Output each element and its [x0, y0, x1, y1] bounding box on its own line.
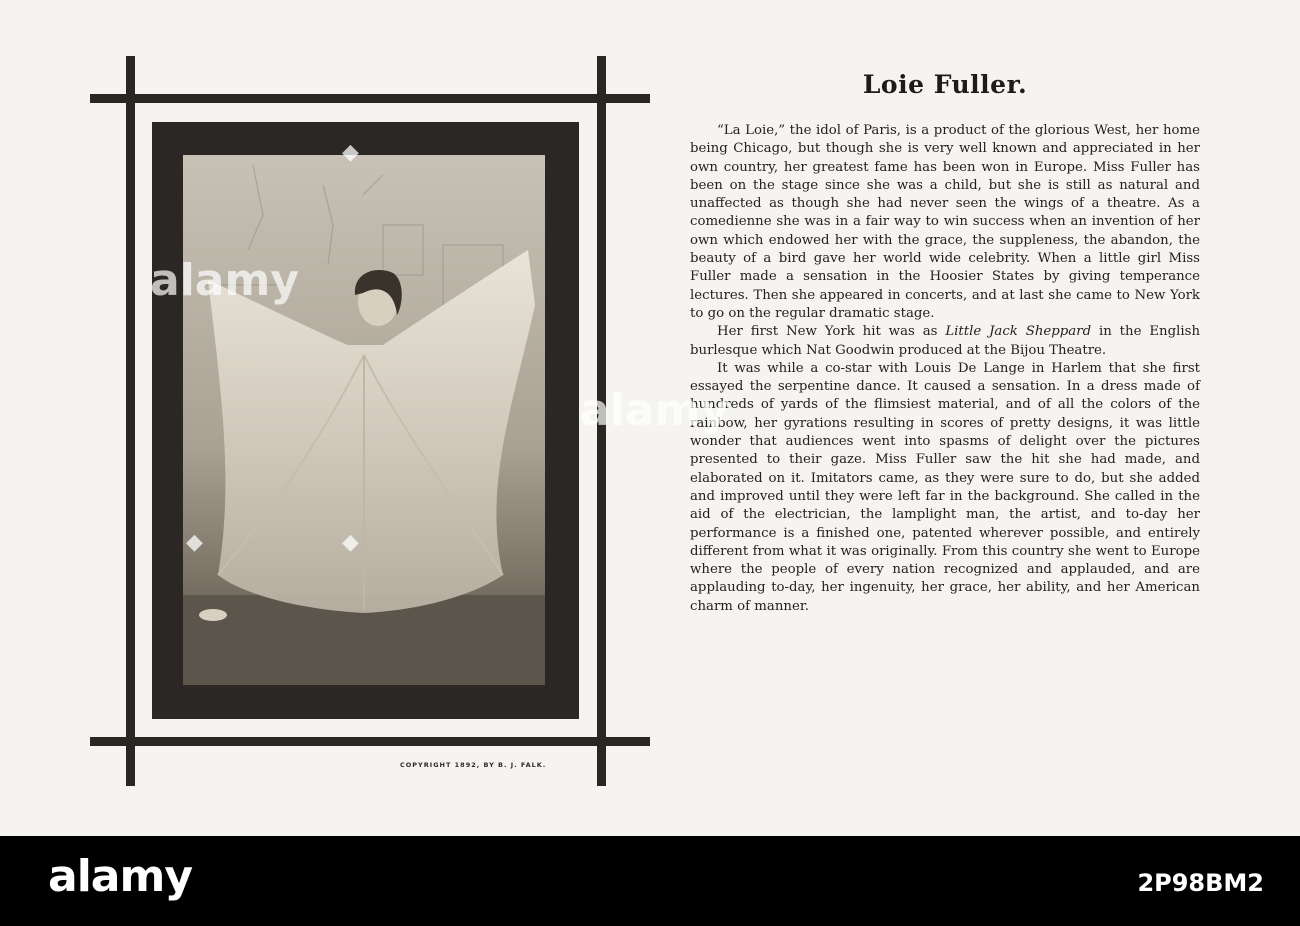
paragraph-2-text-start: Her first New York hit was as	[717, 324, 946, 340]
paragraph-3-text: It was while a co-star with Louis De Lange in Harlem that she first essayed the serpentine dance. It caused a sensation. In a dress made of hundreds of yards of the flimsiest material, and of all the colors of the rainbow, her gyrations resulting in scores of pretty designs, it was little wonder that audiences went into spasms of delight over the pictures presented to their gaze. Miss Fuller saw the hit she had made, and elaborated on it. Imitators came, as they were sure to do, but she added and improved until they were left far in the background. She called in the aid of the electrician, the lamplight man, the artist, and to-day her performance is a finished one, patented wherever possible, and entirely different from what it was originally. From this country she went to Europe where the people of every nation recognized and applauded, and are applauding to-day, her ingenuity, her grace, her ability, and her American charm of manner.	[690, 360, 1200, 614]
stock-image-id: 2P98BM2	[1137, 869, 1264, 897]
paragraph-2-text-end: in the English burlesque which Nat Goodwin produced at the Bijou Theatre.	[690, 324, 1201, 358]
stock-footer-bar	[0, 836, 1300, 926]
watermark-center: alamy	[580, 385, 729, 436]
photo-copyright-credit: COPYRIGHT 1892, BY B. J. FALK.	[400, 761, 547, 769]
alamy-logo: alamy	[48, 851, 192, 902]
paragraph-1	[690, 122, 1200, 323]
watermark-mark-icon: ◆	[342, 140, 359, 165]
paragraph-3	[690, 360, 1200, 616]
frame-rule-top	[90, 94, 650, 103]
paragraph-2	[690, 323, 1200, 360]
watermark-mark-icon: ◆	[342, 530, 359, 555]
dancer-photograph	[183, 155, 545, 685]
paragraph-1-text: “La Loie,” the idol of Paris, is a product of the glorious West, her home being Chicago, but though she is very well known and appreciated in her own country, her greatest fame has been won in Europe. Miss Fuller has been on the stage since she was a child, but she is still as natural and unaffected as though she had never seen the wings of a theatre. As a comedienne she was in a fair way to win success when an invention of her own which endowed her with the grace, the suppleness, the abandon, the beauty of a bird gave her world wide celebrity. When a little girl Miss Fuller made a sensation in the Hoosier States by giving temperance lectures. Then she appeared in concerts, and at last she came to New York to go on the regular dramatic stage.	[690, 123, 1200, 321]
frame-rule-bottom	[90, 737, 650, 746]
frame-rule-left	[126, 56, 135, 786]
watermark-left: alamy	[150, 255, 299, 306]
watermark-mark-icon: ◆	[186, 530, 203, 555]
article-title: Loie Fuller.	[862, 70, 1028, 99]
play-title-italic: Little Jack Sheppard	[945, 324, 1092, 340]
article-body	[690, 122, 1200, 616]
